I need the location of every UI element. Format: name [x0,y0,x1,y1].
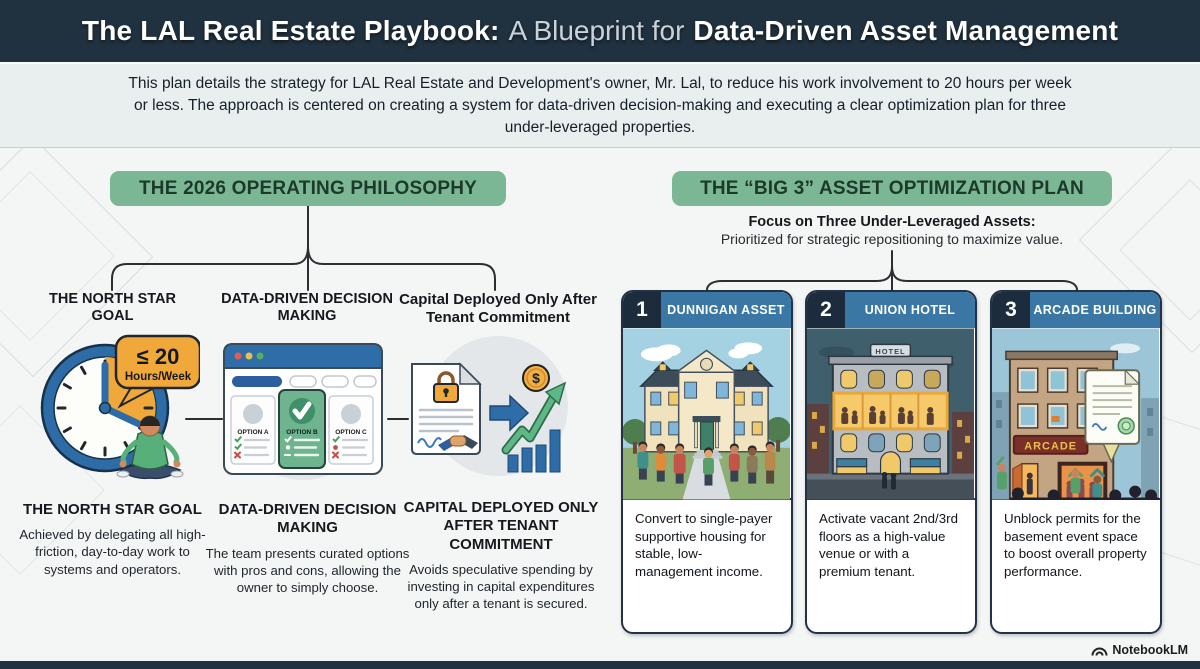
capital-block [398,499,604,612]
card-title: UNION HOTEL [845,292,975,328]
option-card-b-selected [279,390,325,468]
data-driven-body: The team presents curated options with pros and cons, allowing the owner to simply choose. [205,545,410,595]
capital-heading: CAPITAL DEPLOYED ONLY AFTER TENANT COMMITMENT [403,499,599,553]
north-star-block [10,501,215,578]
card-number: 2 [807,292,845,328]
option-card-c [329,396,373,464]
column-label-capital: Capital Deployed Only After Tenant Commitment [399,291,597,326]
intro-text: This plan details the strategy for LAL Real Estate and Development's owner, Mr. Lal, to reduce his work involvement to 20 hours per week or less. The approach is centered on creating a system for data-driven decision-making and executing a clear optimization plan for three under-leveraged properties. [128,74,1072,136]
hotel-entrance [881,452,901,474]
notebooklm-brand-text: NotebookLM [1112,643,1188,657]
big3-focus-heading: Focus on Three Under-Leveraged Assets: [748,214,1036,230]
building-illustration-union-hotel [807,328,974,500]
capital-commitment-illustration [398,334,584,488]
dollar-coin-icon [523,365,549,391]
bottom-bar [0,661,1200,669]
clock-illustration [20,330,200,490]
red-dot-icon [333,445,338,450]
card-header [992,292,1160,328]
building-illustration-arcade [992,328,1159,500]
asset-card-dunnigan [621,290,793,634]
data-driven-heading: DATA-DRIVEN DECISION MAKING [218,501,397,537]
option-card-a [231,396,275,464]
awning [837,459,867,467]
card-description: Activate vacant 2nd/3rd floors as a high-value venue or with a premium tenant. [819,511,958,579]
north-star-heading: THE NORTH STAR GOAL [23,501,202,518]
nav-pill [354,376,376,387]
asset-card-union-hotel [805,290,977,634]
big3-section-title: THE “BIG 3” ASSET OPTIMIZATION PLAN [672,171,1112,206]
page-title-bold-2: Data-Driven Asset Management [693,15,1119,46]
people-group [637,441,775,485]
arcade-sign-text: ARCADE [1024,440,1077,453]
building-illustration-dunnigan [623,328,790,500]
card-title: DUNNIGAN ASSET [661,292,791,328]
card-description: Unblock permits for the basement event space to boost overall property performance. [1004,511,1147,579]
north-star-body: Achieved by delegating all high-friction, day-to-day work to systems and operators. [19,527,206,577]
card-header [623,292,791,328]
option-a-label: OPTION A [237,429,269,436]
hours-badge-value: ≤ 20 [136,344,180,369]
big3-focus-subtext: Prioritized for strategic repositioning to maximize value. [720,231,1064,247]
card-header [807,292,975,328]
option-b-label: OPTION B [286,429,318,436]
notebooklm-logo-icon [1091,644,1108,657]
page-title-light: A Blueprint for [508,15,685,46]
philosophy-section-title: THE 2026 OPERATING PHILOSOPHY [110,171,506,206]
page-title-bold-1: The LAL Real Estate Playbook: [81,15,500,46]
column-label-north-star: THE NORTH STAR GOAL [48,291,176,325]
bullet-icon [286,445,290,449]
window-minimize-dot [246,353,253,360]
column-label-data-driven: DATA-DRIVEN DECISION MAKING [221,291,393,325]
nav-pill [290,376,316,387]
card-number: 3 [992,292,1030,328]
nav-pill [322,376,348,387]
option-c-label: OPTION C [335,429,367,436]
data-driven-block [205,501,410,596]
hotel-sign-text: HOTEL [875,346,906,356]
page-header [0,0,1200,62]
card-number: 1 [623,292,661,328]
intro-band [0,62,1200,148]
contract-document-illustration [412,364,480,454]
nav-pill-active [232,376,282,387]
card-title: ARCADE BUILDING [1030,292,1160,328]
awning [910,459,940,467]
window-maximize-dot [257,353,264,360]
card-description: Convert to single-payer supportive housing for stable, low-management income. [635,511,773,579]
dollar-symbol: $ [532,370,540,386]
asset-card-arcade [990,290,1162,634]
capital-body: Avoids speculative spending by investing in capital expenditures only after a tenant is secured. [407,561,595,612]
browser-options-illustration [218,336,388,486]
hours-badge-unit: Hours/Week [124,371,192,383]
front-door [701,422,714,450]
window-close-dot [235,353,242,360]
notebooklm-brand [1091,643,1188,657]
